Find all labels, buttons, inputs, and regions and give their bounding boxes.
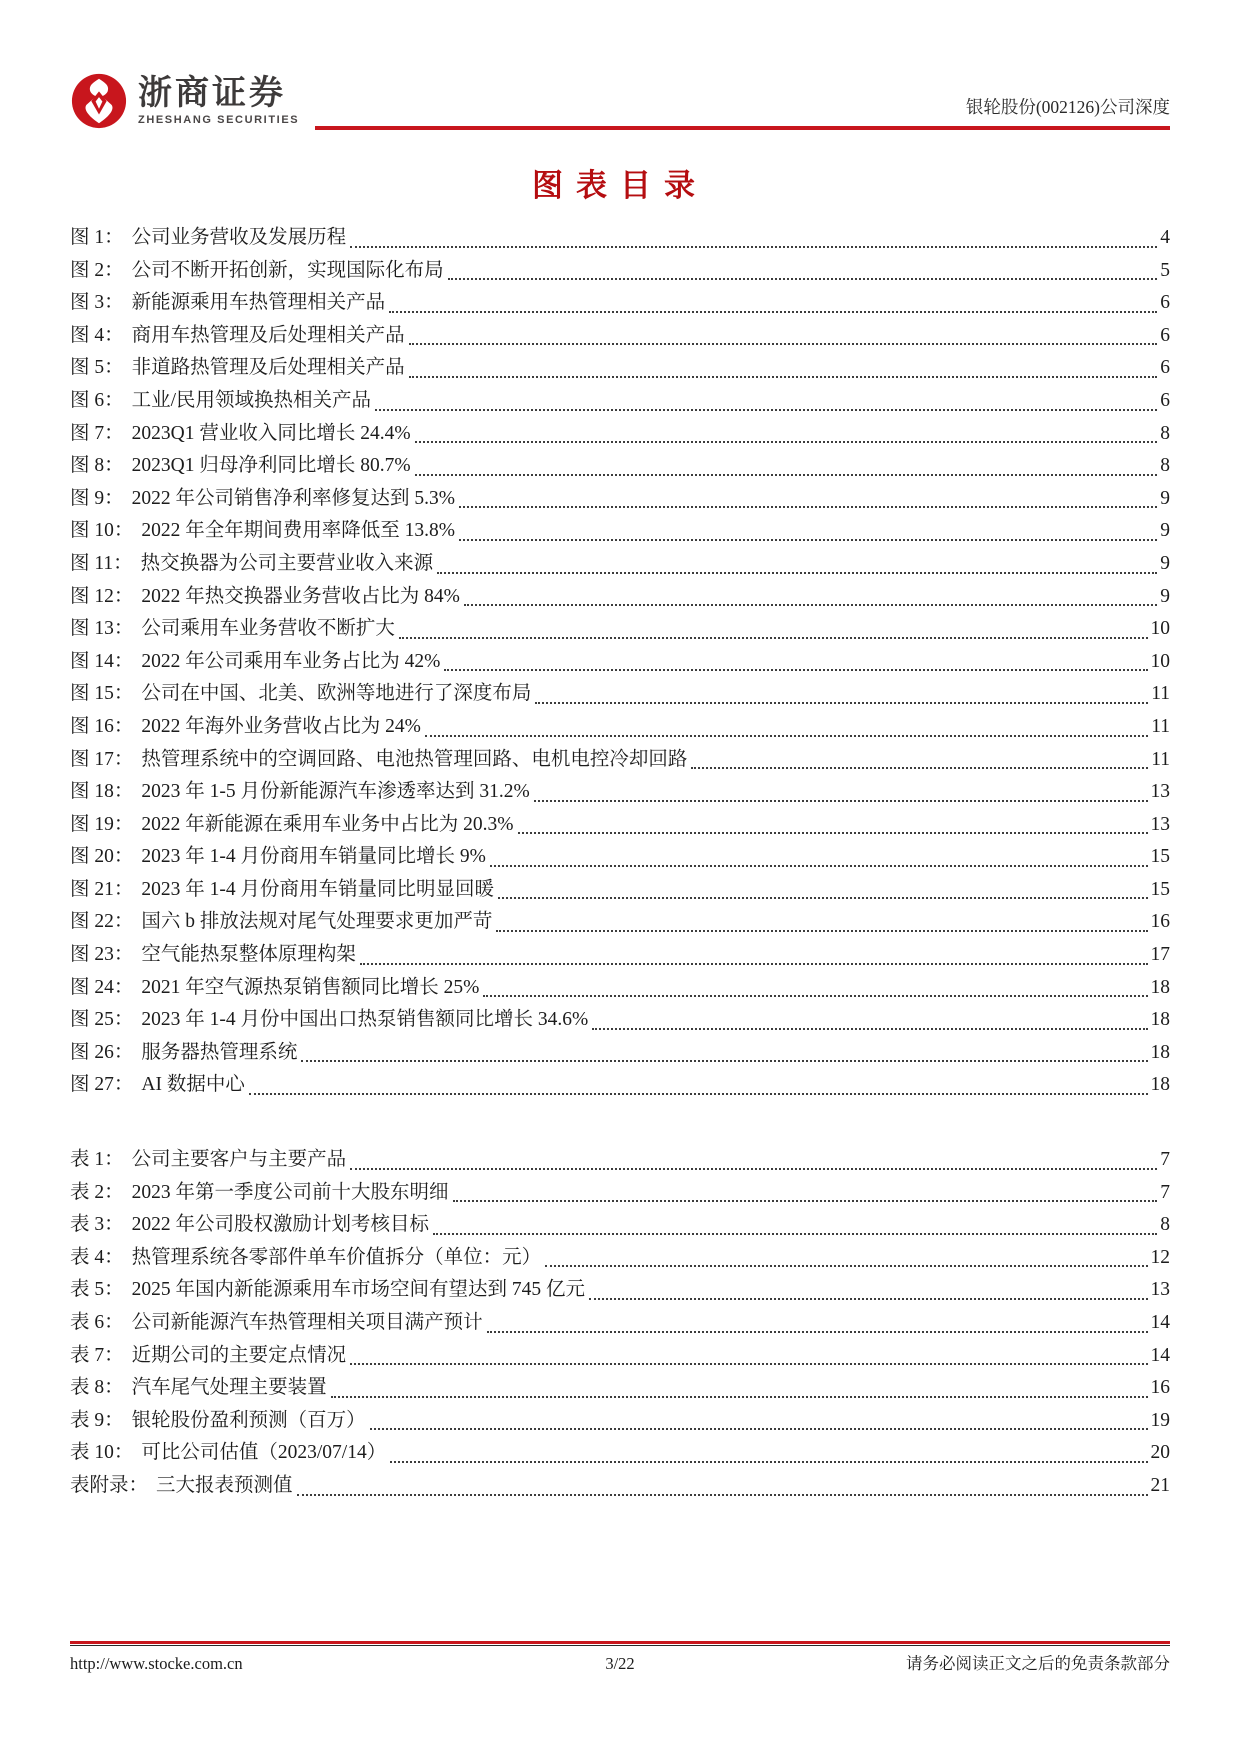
toc-page-number: 8 — [1160, 1214, 1170, 1236]
toc-dot-leader — [350, 1168, 1157, 1170]
toc-dot-leader — [498, 897, 1147, 899]
toc-entry-label: 图 26： — [70, 1041, 134, 1063]
toc-entry-figure[interactable] — [70, 612, 1170, 645]
logo-name-cn: 浙商证券 — [138, 73, 286, 112]
toc-page-number: 21 — [1150, 1474, 1170, 1496]
toc-entry-title: 2023 年 1-5 月份新能源汽车渗透率达到 31.2% — [141, 781, 530, 803]
toc-entry-figure[interactable] — [70, 221, 1170, 254]
toc-entry-title: 公司在中国、北美、欧洲等地进行了深度布局 — [141, 683, 532, 705]
toc-entry-figure[interactable] — [70, 743, 1170, 776]
toc-entry-label: 表附录： — [70, 1474, 149, 1496]
toc-entry-title: 2023 年第一季度公司前十大股东明细 — [131, 1181, 449, 1203]
toc-dot-leader — [390, 1461, 1147, 1463]
toc-dot-leader — [249, 1093, 1148, 1095]
toc-dot-leader — [490, 865, 1148, 867]
toc-entry-title: 非道路热管理及后处理相关产品 — [131, 357, 405, 379]
toc-dot-leader — [545, 1265, 1147, 1267]
toc-dot-leader — [464, 604, 1157, 606]
toc-entry-table[interactable] — [70, 1241, 1170, 1274]
toc-dot-leader — [415, 441, 1158, 443]
toc-entry-table[interactable] — [70, 1273, 1170, 1306]
toc-dot-leader — [409, 376, 1158, 378]
toc-page-number: 13 — [1150, 813, 1170, 835]
toc-page-number: 18 — [1150, 1009, 1170, 1031]
toc-entry-figure[interactable] — [70, 1036, 1170, 1069]
toc-entry-label: 图 25： — [70, 1009, 134, 1031]
toc-entry-figure[interactable] — [70, 1068, 1170, 1101]
toc-entry-title: 2022 年公司销售净利率修复达到 5.3% — [131, 487, 456, 509]
toc-entry-title: 服务器热管理系统 — [141, 1041, 298, 1063]
toc-page-number: 14 — [1150, 1312, 1170, 1333]
toc-entry-label: 图 12： — [70, 585, 134, 607]
toc-dot-leader — [691, 767, 1148, 769]
toc-entry-label: 表 8： — [70, 1377, 124, 1399]
toc-entry-figure[interactable] — [70, 547, 1170, 580]
toc-entry-label: 表 2： — [70, 1181, 124, 1203]
toc-page-number: 16 — [1150, 911, 1170, 933]
toc-entry-title: 国六 b 排放法规对尾气处理要求更加严苛 — [141, 911, 493, 933]
toc-page-number: 15 — [1150, 878, 1170, 900]
toc-entry-label: 表 5： — [70, 1279, 124, 1301]
toc-entry-figure[interactable] — [70, 808, 1170, 841]
toc-dot-leader — [592, 1028, 1147, 1030]
toc-page-number: 11 — [1151, 715, 1170, 737]
toc-page-number: 8 — [1160, 422, 1170, 444]
company-logo — [70, 72, 299, 130]
page-title: 图表目录 — [532, 168, 708, 203]
toc-entry-figure[interactable] — [70, 319, 1170, 352]
toc-entry-title: 2022 年公司股权激励计划考核目标 — [131, 1214, 430, 1236]
toc-entry-figure[interactable] — [70, 873, 1170, 906]
toc-page-number: 9 — [1160, 520, 1170, 542]
toc-entry-title: 工业/民用领域换热相关产品 — [131, 389, 372, 411]
toc-entry-label: 图 15： — [70, 683, 134, 705]
toc-entry-label: 图 21： — [70, 878, 134, 900]
toc-entry-title: 公司业务营收及发展历程 — [131, 227, 347, 248]
toc-page-number: 20 — [1150, 1442, 1170, 1464]
toc-entry-title: 可比公司估值（2023/07/14） — [141, 1442, 387, 1464]
logo-text — [138, 73, 300, 127]
toc-entry-title: 近期公司的主要定点情况 — [131, 1344, 347, 1366]
footer — [70, 1641, 1170, 1674]
toc-entry-table[interactable] — [70, 1306, 1170, 1339]
toc-entry-title: 2022 年热交换器业务营收占比为 84% — [141, 585, 460, 607]
toc-entry-label: 图 6： — [70, 389, 124, 411]
toc-entry-figure[interactable] — [70, 286, 1170, 319]
footer-url[interactable]: http://www.stocke.com.cn — [70, 1654, 243, 1673]
toc-entry-title: 2023 年 1-4 月份中国出口热泵销售额同比增长 34.6% — [141, 1009, 589, 1031]
toc-page-number: 13 — [1150, 781, 1170, 803]
toc-entry-label: 图 27： — [70, 1074, 134, 1096]
toc-entry-figure[interactable] — [70, 971, 1170, 1004]
toc-entry-figure[interactable] — [70, 580, 1170, 613]
toc-entry-label: 图 13： — [70, 618, 134, 640]
toc-entry-label: 图 2： — [70, 259, 124, 281]
toc-entry-table[interactable] — [70, 1208, 1170, 1241]
toc-entry-title: 2023 年 1-4 月份商用车销量同比增长 9% — [141, 846, 486, 868]
toc-page-number: 18 — [1150, 976, 1170, 998]
toc-entry-title: 公司乘用车业务营收不断扩大 — [141, 618, 395, 640]
toc-page-number: 7 — [1160, 1149, 1170, 1171]
toc-page-number: 13 — [1150, 1279, 1170, 1301]
toc-entry-figure[interactable] — [70, 514, 1170, 547]
toc-dot-leader — [483, 995, 1147, 997]
toc-entry-label: 图 3： — [70, 292, 124, 314]
toc-page-number: 17 — [1150, 944, 1170, 966]
toc-page-number: 18 — [1150, 1041, 1170, 1063]
toc-entry-figure[interactable] — [70, 905, 1170, 938]
toc-entry-label: 图 16： — [70, 715, 134, 737]
toc-entry-figure[interactable] — [70, 384, 1170, 417]
toc-entry-title: 公司不断开拓创新，实现国际化布局 — [131, 259, 444, 281]
toc-dot-leader — [350, 246, 1157, 248]
toc-page-number: 15 — [1150, 846, 1170, 868]
footer-disclaimer: 请务必阅读正文之后的免责条款部分 — [906, 1654, 1170, 1673]
toc-dot-leader — [487, 1331, 1148, 1333]
toc-entry-label: 表 6： — [70, 1312, 124, 1333]
toc-page-number: 5 — [1160, 259, 1170, 281]
header-rule — [315, 94, 1170, 130]
toc-entry-label: 图 17： — [70, 748, 134, 770]
toc-dot-leader — [415, 474, 1158, 476]
toc-entry-label: 图 18： — [70, 781, 134, 803]
toc-entry-label: 图 5： — [70, 357, 124, 379]
toc-entry-title: 2022 年公司乘用车业务占比为 42% — [141, 650, 441, 672]
toc-dot-leader — [331, 1396, 1148, 1398]
toc-entry-title: 银轮股份盈利预测（百万） — [131, 1409, 366, 1431]
toc-entry-label: 表 7： — [70, 1344, 124, 1366]
header-doc-label: 银轮股份(002126)公司深度 — [965, 97, 1170, 117]
toc-entry-title: 热管理系统中的空调回路、电池热管理回路、电机电控冷却回路 — [141, 748, 688, 770]
toc-entry-title: 2023Q1 归母净利同比增长 80.7% — [131, 455, 411, 477]
toc-entry-title: 三大报表预测值 — [156, 1474, 293, 1496]
toc-entry-title: AI 数据中心 — [141, 1074, 245, 1096]
toc-entry-title: 2022 年全年期间费用率降低至 13.8% — [141, 520, 456, 542]
toc-entry-title: 汽车尾气处理主要装置 — [131, 1377, 327, 1399]
toc-entry-figure[interactable] — [70, 677, 1170, 710]
toc-dot-leader — [448, 278, 1158, 280]
toc-entry-figure[interactable] — [70, 1003, 1170, 1036]
toc-entry-label: 表 1： — [70, 1149, 124, 1171]
toc-entry-title: 2025 年国内新能源乘用车市场空间有望达到 745 亿元 — [131, 1279, 586, 1301]
toc-dot-leader — [459, 539, 1157, 541]
toc-entry-title: 公司主要客户与主要产品 — [131, 1149, 347, 1171]
toc-entry-title: 2022 年海外业务营收占比为 24% — [141, 715, 421, 737]
toc-dot-leader — [535, 702, 1148, 704]
toc-entry-label: 图 10： — [70, 520, 134, 542]
toc-dot-leader — [370, 1428, 1148, 1430]
toc-dot-leader — [301, 1060, 1147, 1062]
toc-entry-figure[interactable] — [70, 449, 1170, 482]
toc-entry-label: 图 7： — [70, 422, 124, 444]
footer-rule — [70, 1641, 1170, 1646]
toc-entry-title: 新能源乘用车热管理相关产品 — [131, 292, 386, 314]
toc-page-number: 9 — [1160, 552, 1170, 574]
toc-entry-label: 图 14： — [70, 650, 134, 672]
toc-page-number: 19 — [1150, 1409, 1170, 1431]
toc-entry-table[interactable] — [70, 1176, 1170, 1209]
toc-entry-label: 图 23： — [70, 944, 134, 966]
toc-entry-figure[interactable] — [70, 775, 1170, 808]
toc-entry-figure[interactable] — [70, 417, 1170, 450]
toc-entry-figure[interactable] — [70, 840, 1170, 873]
toc-page-number: 6 — [1160, 357, 1170, 379]
figures-toc-list — [70, 221, 1170, 1101]
toc-page-number: 7 — [1160, 1181, 1170, 1203]
toc-entry-table[interactable] — [70, 1371, 1170, 1404]
toc-entry-title: 2023 年 1-4 月份商用车销量同比明显回暖 — [141, 878, 495, 900]
toc-entry-title: 商用车热管理及后处理相关产品 — [131, 324, 405, 346]
toc-dot-leader — [375, 409, 1157, 411]
toc-dot-leader — [350, 1363, 1147, 1365]
logo-name-en: ZHESHANG SECURITIES — [138, 114, 300, 127]
toc-page-number: 4 — [1160, 227, 1170, 248]
toc-entry-figure[interactable] — [70, 254, 1170, 287]
toc-entry-table[interactable] — [70, 1404, 1170, 1437]
toc-entry-label: 图 20： — [70, 846, 134, 868]
toc-entry-table[interactable] — [70, 1339, 1170, 1372]
toc-entry-label: 图 11： — [70, 552, 133, 574]
toc-dot-leader — [360, 963, 1148, 965]
toc-entry-label: 图 8： — [70, 455, 124, 477]
toc-entry-label: 图 9： — [70, 487, 124, 509]
toc-entry-figure[interactable] — [70, 482, 1170, 515]
toc-page-number: 14 — [1150, 1344, 1170, 1366]
toc-entry-label: 图 24： — [70, 976, 134, 998]
toc-entry-title: 公司新能源汽车热管理相关项目满产预计 — [131, 1312, 483, 1333]
toc-entry-label: 图 19： — [70, 813, 134, 835]
tables-toc-list — [70, 1143, 1170, 1502]
toc-dot-leader — [389, 311, 1157, 313]
toc-page-number: 18 — [1150, 1074, 1170, 1096]
toc-dot-leader — [496, 930, 1147, 932]
toc-entry-figure[interactable] — [70, 351, 1170, 384]
toc-dot-leader — [399, 637, 1148, 639]
toc-entry-figure[interactable] — [70, 710, 1170, 743]
toc-entry-table[interactable] — [70, 1469, 1170, 1502]
toc-entry-table[interactable] — [70, 1436, 1170, 1469]
toc-entry-title: 空气能热泵整体原理构架 — [141, 944, 356, 966]
toc-page-number: 9 — [1160, 487, 1170, 509]
toc-dot-leader — [409, 343, 1158, 345]
toc-dot-leader — [459, 506, 1157, 508]
footer-row — [70, 1650, 1170, 1674]
toc-dot-leader — [437, 572, 1157, 574]
toc-entry-label: 表 3： — [70, 1214, 124, 1236]
toc-page-number: 10 — [1150, 650, 1170, 672]
toc-entry-figure[interactable] — [70, 645, 1170, 678]
toc-page-number: 6 — [1160, 389, 1170, 411]
toc-dot-leader — [589, 1298, 1147, 1300]
toc-page-number: 6 — [1160, 292, 1170, 314]
toc-page-number: 8 — [1160, 455, 1170, 477]
toc-dot-leader — [444, 669, 1147, 671]
footer-page-number: 3/22 — [605, 1654, 635, 1673]
toc-entry-title: 2021 年空气源热泵销售额同比增长 25% — [141, 976, 480, 998]
toc-entry-title: 2022 年新能源在乘用车业务中占比为 20.3% — [141, 813, 514, 835]
toc-entry-title: 热交换器为公司主要营业收入来源 — [140, 552, 434, 574]
toc-entry-label: 表 4： — [70, 1246, 124, 1268]
toc-page-number: 11 — [1151, 683, 1170, 705]
toc-page-number: 16 — [1150, 1377, 1170, 1399]
toc-entry-label: 表 9： — [70, 1409, 124, 1431]
toc-dot-leader — [534, 800, 1148, 802]
toc-page-number: 10 — [1150, 618, 1170, 640]
toc-page-number: 11 — [1151, 748, 1170, 770]
zheshang-logo-icon — [70, 72, 128, 130]
toc-dot-leader — [433, 1233, 1157, 1235]
toc-dot-leader — [453, 1200, 1158, 1202]
toc-dot-leader — [297, 1494, 1148, 1496]
toc-dot-leader — [518, 832, 1148, 834]
toc-entry-label: 表 10： — [70, 1442, 134, 1464]
toc-dot-leader — [425, 735, 1148, 737]
toc-entry-table[interactable] — [70, 1143, 1170, 1176]
toc-entry-label: 图 4： — [70, 324, 124, 346]
header — [70, 72, 1170, 130]
toc-entry-label: 图 22： — [70, 911, 134, 933]
toc-page-number: 12 — [1150, 1246, 1170, 1268]
toc-entry-title: 热管理系统各零部件单车价值拆分（单位：元） — [131, 1246, 542, 1268]
toc-page-number: 9 — [1160, 585, 1170, 607]
toc-entry-label: 图 1： — [70, 227, 124, 248]
toc-entry-title: 2023Q1 营业收入同比增长 24.4% — [131, 422, 411, 444]
toc-page-number: 6 — [1160, 324, 1170, 346]
toc-entry-figure[interactable] — [70, 938, 1170, 971]
